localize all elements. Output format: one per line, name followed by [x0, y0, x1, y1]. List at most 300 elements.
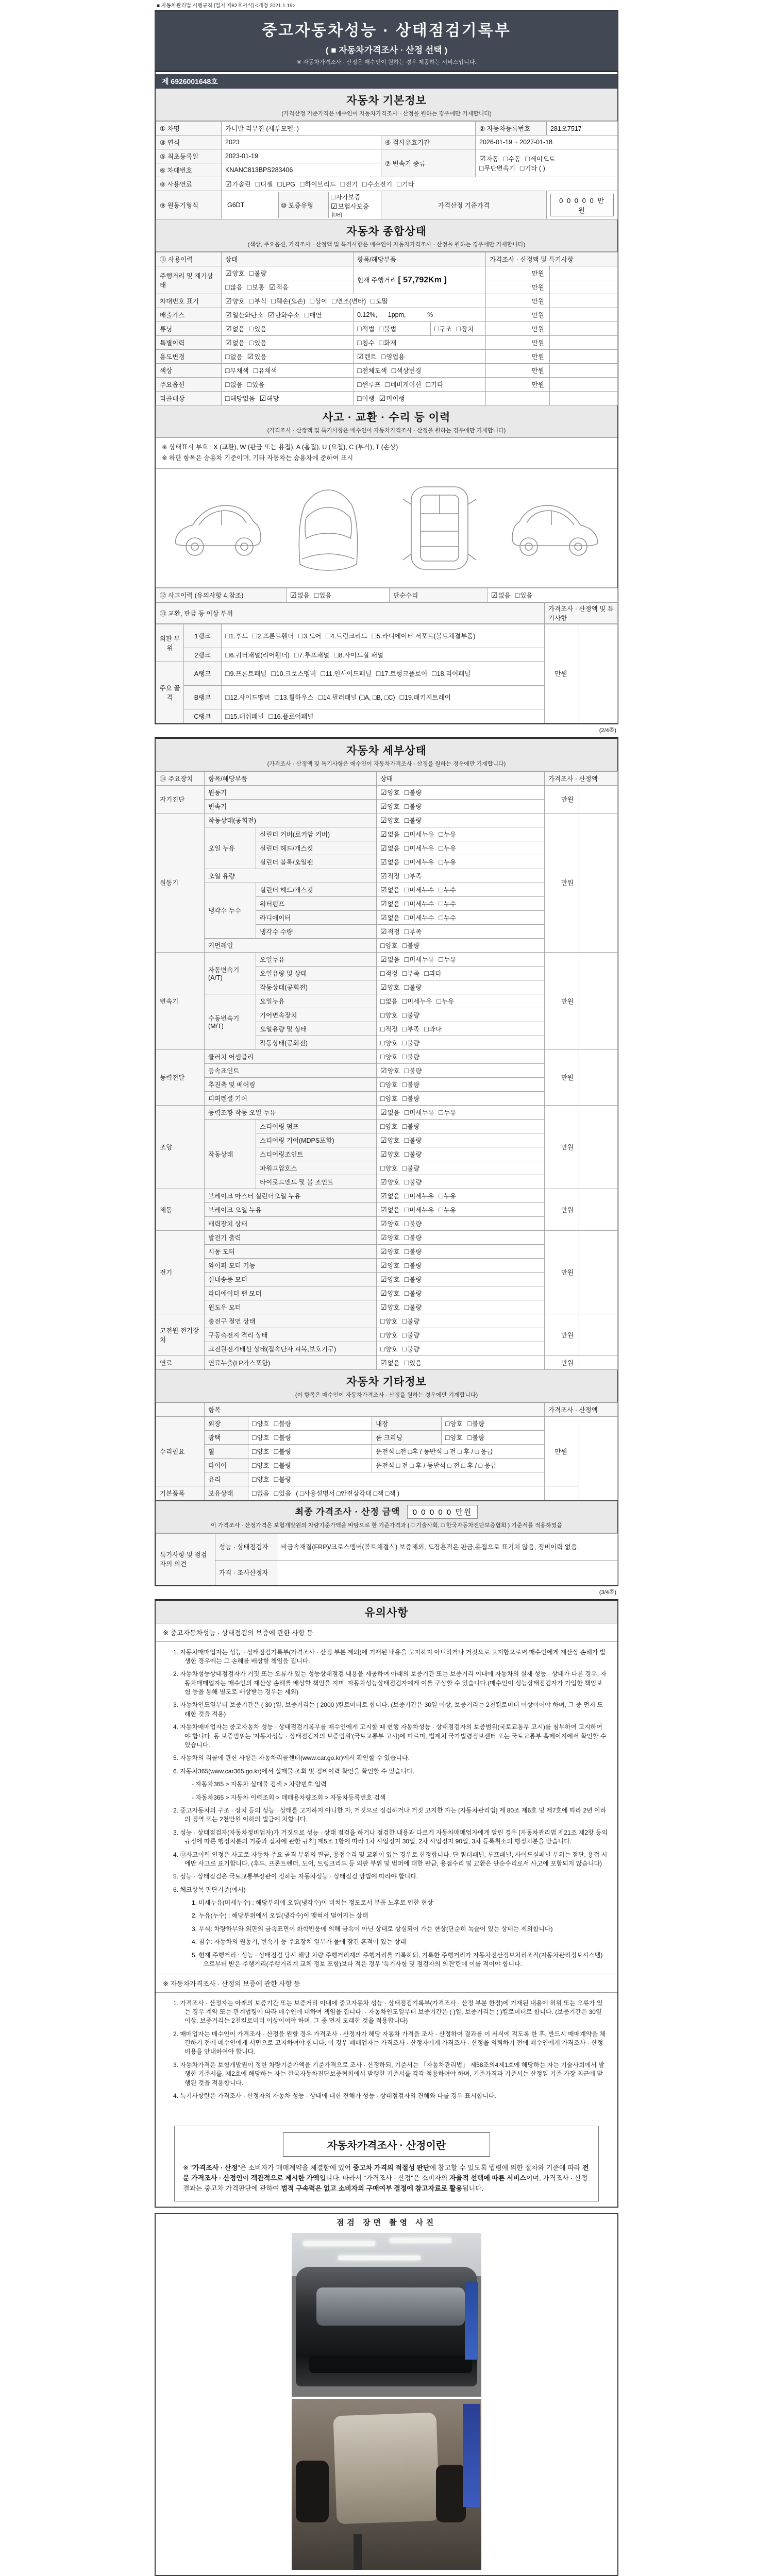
- special-checks2: [354, 336, 486, 350]
- checkbox-label: 불량: [279, 1476, 292, 1483]
- checked-checkbox-icon: ☑: [380, 885, 387, 894]
- checkbox-option[interactable]: [380, 996, 398, 1006]
- checkbox-label: 누유: [443, 831, 457, 838]
- checkbox-option[interactable]: [402, 1038, 420, 1047]
- checkbox-option[interactable]: [331, 201, 369, 211]
- checkbox-option[interactable]: [397, 179, 414, 189]
- checkbox-option[interactable]: [405, 1149, 422, 1159]
- checkbox-option[interactable]: [379, 324, 397, 333]
- price-cell: 만원: [486, 266, 550, 280]
- checkbox-option[interactable]: [405, 1302, 422, 1312]
- price-note-cell: [550, 350, 618, 364]
- checkbox-option[interactable]: [445, 1433, 463, 1442]
- warranty-cell: [329, 192, 378, 218]
- checkbox-option[interactable]: [467, 1419, 485, 1428]
- checkbox-option[interactable]: [225, 296, 245, 306]
- checkbox-label: 불량: [409, 1150, 422, 1158]
- checkbox-option[interactable]: [405, 1205, 434, 1214]
- accident-history-label: ⑫ 사고이력 (유의사항 4.참조): [156, 588, 287, 602]
- checkbox-option[interactable]: [225, 268, 245, 278]
- unchecked-checkbox-icon: □: [379, 325, 384, 333]
- checkbox-option[interactable]: [247, 380, 265, 389]
- checkbox-option[interactable]: [402, 1122, 420, 1131]
- checkbox-option[interactable]: [479, 154, 499, 163]
- unchecked-checkbox-icon: □: [380, 941, 385, 950]
- checkbox-option[interactable]: [457, 324, 474, 333]
- checkbox-option[interactable]: [380, 1289, 400, 1298]
- checkbox-option[interactable]: [439, 1205, 457, 1214]
- unchecked-checkbox-icon: □: [362, 180, 367, 188]
- checkbox-option[interactable]: [380, 1177, 400, 1187]
- checkbox-option[interactable]: [305, 310, 322, 319]
- checkbox-option[interactable]: [274, 1447, 292, 1456]
- checkbox-option[interactable]: [380, 885, 400, 894]
- price-cell: 만원: [486, 308, 550, 322]
- checkbox-option[interactable]: [225, 669, 266, 678]
- checkbox-option[interactable]: [249, 324, 267, 333]
- checkbox-option[interactable]: [380, 941, 398, 950]
- checkbox-option[interactable]: [405, 1177, 422, 1187]
- checkbox-label: 불량: [409, 984, 422, 991]
- checkbox-option[interactable]: [405, 1219, 422, 1228]
- checkbox-option[interactable]: [405, 899, 434, 908]
- checkbox-option[interactable]: [380, 1233, 400, 1242]
- checkbox-option[interactable]: [424, 1024, 442, 1033]
- checkbox-option[interactable]: [357, 338, 375, 347]
- checkbox-option[interactable]: [275, 692, 313, 702]
- checkbox-option[interactable]: [380, 1066, 400, 1075]
- checkbox-option[interactable]: [385, 380, 422, 389]
- checkbox-option[interactable]: [225, 366, 249, 375]
- checkbox-option[interactable]: [380, 802, 400, 811]
- checkbox-label: 불량: [407, 1011, 420, 1019]
- checkbox-option[interactable]: [252, 1447, 270, 1456]
- checkbox-option[interactable]: [260, 394, 279, 403]
- checkbox-option[interactable]: [380, 1275, 400, 1284]
- checkbox-option[interactable]: [357, 324, 375, 333]
- checkbox-label: 렌트: [364, 353, 377, 361]
- checkbox-option[interactable]: [357, 380, 381, 389]
- checkbox-option[interactable]: [371, 296, 388, 306]
- checkbox-option[interactable]: [274, 1475, 292, 1484]
- photo-lightbar: [303, 2241, 375, 2246]
- table-row: [156, 266, 618, 280]
- etc-col-price: 가격조사 · 산정액: [545, 1402, 618, 1416]
- checkbox-option[interactable]: [380, 1330, 398, 1340]
- item-state: [377, 799, 545, 813]
- checkbox-option[interactable]: [402, 969, 420, 978]
- engine-warranty-subtable: [225, 192, 377, 218]
- checkbox-label: 없음: [232, 326, 245, 333]
- checkbox-option[interactable]: [402, 1344, 420, 1353]
- checkbox-option[interactable]: [380, 1024, 398, 1033]
- final-price-note: 이 가격조사 · 산정가격은 보험개발원의 차량기준가액을 바탕으로 한 기준가격과 ( □ 기술사회, □ 한국자동차진단보증협회 ) 기준서를 적용하였음: [211, 1522, 562, 1529]
- checkbox-option[interactable]: [269, 282, 289, 292]
- checkbox-option[interactable]: [380, 1149, 400, 1159]
- checkbox-option[interactable]: [491, 590, 511, 600]
- checkbox-option[interactable]: [249, 338, 267, 347]
- checkbox-option[interactable]: [300, 179, 336, 189]
- unchecked-checkbox-icon: □: [402, 1316, 407, 1325]
- checkbox-option[interactable]: [439, 1108, 457, 1117]
- checkbox-option[interactable]: [402, 941, 420, 950]
- checkbox-label: 자가보증: [335, 194, 361, 201]
- checkbox-label: 없음: [230, 353, 243, 361]
- checkbox-option[interactable]: [225, 324, 245, 333]
- checkbox-option[interactable]: [252, 1433, 270, 1442]
- checkbox-option[interactable]: [271, 669, 316, 678]
- checkbox-option[interactable]: [380, 1163, 398, 1173]
- checkbox-option[interactable]: [445, 1419, 463, 1428]
- checkbox-option[interactable]: [380, 1191, 400, 1200]
- unchecked-checkbox-icon: □: [326, 632, 330, 640]
- checkbox-option[interactable]: [439, 843, 457, 853]
- checkbox-option[interactable]: [424, 969, 442, 978]
- checkbox-option[interactable]: [318, 692, 395, 702]
- car-name-value: 카니발 리무진 (세부모델: ): [222, 122, 476, 135]
- checkbox-option[interactable]: [357, 352, 377, 361]
- checkbox-option[interactable]: [439, 1191, 457, 1200]
- checkbox-option[interactable]: [274, 1488, 292, 1498]
- unchecked-checkbox-icon: □: [467, 1433, 472, 1442]
- checkbox-option[interactable]: [294, 650, 329, 659]
- item-label: 브레이크 마스터 실린더오일 누유: [205, 1189, 377, 1202]
- item-label: 클러치 어셈블리: [205, 1049, 377, 1063]
- checkbox-option[interactable]: [402, 1330, 420, 1340]
- table-row: [156, 1105, 618, 1119]
- checkbox-option[interactable]: [515, 590, 533, 600]
- item-state: [377, 1230, 545, 1244]
- checkbox-option[interactable]: [225, 310, 263, 319]
- option-label: 주요옵션: [156, 378, 222, 392]
- group-price-note: [579, 1314, 618, 1355]
- checked-checkbox-icon: ☑: [380, 1108, 387, 1116]
- unchecked-checkbox-icon: □: [274, 1461, 279, 1469]
- checkbox-option[interactable]: [379, 394, 405, 403]
- checkbox-option[interactable]: [357, 394, 375, 403]
- checkbox-option[interactable]: [225, 380, 243, 389]
- checkbox-option[interactable]: [380, 1358, 400, 1367]
- checkbox-option[interactable]: [405, 1261, 422, 1270]
- checkbox-option[interactable]: [331, 192, 361, 201]
- checkbox-option[interactable]: [467, 1433, 485, 1442]
- checkbox-option[interactable]: [252, 1475, 270, 1484]
- checkbox-label: 양호: [387, 1276, 400, 1283]
- checkbox-option[interactable]: [380, 1316, 398, 1326]
- checkbox-label: 기타: [431, 381, 444, 388]
- checkbox-option[interactable]: [380, 816, 400, 825]
- checkbox-option[interactable]: [332, 296, 366, 306]
- unchecked-checkbox-icon: □: [310, 297, 314, 305]
- checkbox-label: 불량: [409, 1248, 422, 1256]
- unchecked-checkbox-icon: □: [340, 180, 345, 188]
- photo-lift-post: [354, 2534, 362, 2570]
- checkbox-option[interactable]: [405, 1289, 422, 1298]
- etc-col-blank: [156, 1402, 205, 1416]
- checkbox-option[interactable]: [380, 829, 400, 839]
- rankC-label: C랭크: [184, 709, 222, 723]
- checkbox-option[interactable]: [405, 1358, 422, 1367]
- checkbox-option[interactable]: [426, 380, 444, 389]
- checkbox-option[interactable]: [402, 1316, 420, 1326]
- checkbox-option[interactable]: [405, 885, 434, 894]
- checkbox-option[interactable]: [380, 1052, 398, 1061]
- item-label: 실린더 커버(로커암 커버): [256, 827, 377, 841]
- checkbox-option[interactable]: [254, 366, 277, 375]
- checkbox-option[interactable]: [290, 590, 310, 600]
- checkbox-option[interactable]: [310, 296, 327, 306]
- checkbox-option[interactable]: [274, 1433, 292, 1442]
- checkbox-option[interactable]: [225, 282, 243, 292]
- unchecked-checkbox-icon: □: [380, 1122, 385, 1130]
- checkbox-option[interactable]: [225, 394, 255, 403]
- recall-checks2: [354, 392, 486, 405]
- checkbox-option[interactable]: [381, 352, 405, 361]
- checkbox-option[interactable]: [405, 843, 434, 853]
- checked-checkbox-icon: ☑: [225, 311, 232, 319]
- checked-checkbox-icon: ☑: [380, 1205, 387, 1214]
- notice-item: 4. 침수: 자동차의 원동기, 변속기 등 주요장치 일부가 물에 잠긴 흔적이 있는 상태: [192, 1938, 407, 1946]
- checkbox-label: 1.후드: [230, 633, 248, 640]
- checkbox-option[interactable]: [380, 913, 400, 922]
- checkbox-option[interactable]: [247, 352, 267, 361]
- checkbox-option[interactable]: [434, 324, 452, 333]
- checkbox-option[interactable]: [405, 802, 422, 811]
- checkbox-option[interactable]: [380, 1344, 398, 1353]
- checkbox-option[interactable]: [405, 982, 422, 992]
- checkbox-option[interactable]: [380, 871, 400, 880]
- checkbox-option[interactable]: [439, 829, 457, 839]
- checkbox-option[interactable]: [256, 179, 273, 189]
- basic-info-title: 자동차 기본정보: [346, 95, 427, 107]
- checkbox-option[interactable]: [380, 982, 400, 992]
- checkbox-option[interactable]: [379, 338, 397, 347]
- checkbox-option[interactable]: [372, 631, 476, 640]
- color-checks1: [222, 364, 354, 378]
- checkbox-label: 이행: [362, 395, 375, 402]
- checkbox-option[interactable]: [249, 268, 267, 278]
- checkbox-option[interactable]: [402, 1080, 420, 1089]
- checkbox-option[interactable]: [405, 1136, 422, 1145]
- checkbox-option[interactable]: [247, 282, 265, 292]
- checkbox-option[interactable]: [503, 154, 521, 163]
- checkbox-option[interactable]: [439, 913, 457, 922]
- checkbox-option[interactable]: [380, 899, 400, 908]
- checkbox-option[interactable]: [380, 1261, 400, 1270]
- tuning-checks3: [431, 322, 486, 336]
- checkbox-option[interactable]: [225, 692, 270, 702]
- checkbox-option[interactable]: [268, 711, 313, 721]
- checkbox-option[interactable]: [271, 296, 305, 306]
- checkbox-option[interactable]: [380, 969, 398, 978]
- checkbox-option[interactable]: [439, 955, 457, 964]
- checkbox-option[interactable]: [479, 163, 515, 173]
- checkbox-option[interactable]: [380, 1302, 400, 1312]
- checkbox-option[interactable]: [252, 1461, 270, 1470]
- notice-item: 4. ⑫사고이력 인정은 사고로 자동차 주요 골격 부위의 판금, 용접수리 및 교환이 있는 경우로 한정합니다. 단 쿼터패널, 루프패널, 사이드실패널 부위는 절단, 용접 시에만 사고로 표기합니다. (후드, 프론트펜더, 도어, 트렁크리드 등 외판 부위 및 범퍼에 대한 판금, 용접수리 및 교환은 단순수리로서 사고에 포함되지 않습니다): [173, 1851, 608, 1867]
- checkbox-option[interactable]: [225, 631, 248, 640]
- item-label: 등속죠인트: [205, 1063, 377, 1077]
- unchecked-checkbox-icon: □: [424, 1024, 429, 1033]
- checked-checkbox-icon: ☑: [380, 1191, 387, 1200]
- checkbox-option[interactable]: [357, 366, 387, 375]
- checkbox-option[interactable]: [402, 1163, 420, 1173]
- checkbox-option[interactable]: [392, 366, 422, 375]
- checkbox-option[interactable]: [341, 179, 358, 189]
- checkbox-option[interactable]: [380, 857, 400, 867]
- checkbox-option[interactable]: [405, 1275, 422, 1284]
- checkbox-option[interactable]: [405, 927, 422, 936]
- checkbox-label: 있음: [254, 326, 267, 333]
- checkbox-option[interactable]: [439, 885, 457, 894]
- checkbox-option[interactable]: [405, 816, 422, 825]
- unchecked-checkbox-icon: □: [397, 180, 401, 188]
- checkbox-option[interactable]: [274, 1419, 292, 1428]
- checkbox-option[interactable]: [405, 788, 422, 797]
- checkbox-option[interactable]: [249, 296, 267, 306]
- checkbox-option[interactable]: [380, 1122, 398, 1131]
- page-marker-3: (3/4쪽): [599, 1589, 616, 1596]
- checkbox-option[interactable]: [380, 1136, 400, 1145]
- checkbox-option[interactable]: [274, 1461, 292, 1470]
- checkbox-option[interactable]: [252, 1419, 270, 1428]
- checkbox-option[interactable]: [405, 1233, 422, 1242]
- checkbox-option[interactable]: [402, 1010, 420, 1020]
- checkbox-option[interactable]: [402, 1024, 420, 1033]
- unchecked-checkbox-icon: □: [277, 180, 282, 188]
- notice-title: 유의사항: [364, 1606, 409, 1619]
- checkbox-label: 양호: [450, 1434, 463, 1442]
- checkbox-option[interactable]: [380, 1094, 398, 1103]
- checkbox-option[interactable]: [405, 1191, 434, 1200]
- checkbox-option[interactable]: [439, 899, 457, 908]
- checkbox-option[interactable]: [380, 843, 400, 853]
- checkbox-option[interactable]: [321, 669, 372, 678]
- checkbox-option[interactable]: [436, 996, 454, 1006]
- checked-checkbox-icon: ☑: [380, 1136, 387, 1144]
- checkbox-option[interactable]: [380, 1205, 400, 1214]
- checkbox-option[interactable]: [380, 955, 400, 964]
- item-label: 오일누유: [256, 952, 377, 966]
- checkbox-option[interactable]: [380, 1038, 398, 1047]
- overall-table: [156, 252, 618, 405]
- checkbox-option[interactable]: [405, 829, 434, 839]
- simple-repair-label: 단순수리: [390, 588, 488, 602]
- unchecked-checkbox-icon: □: [318, 693, 323, 701]
- checkbox-option[interactable]: [380, 1247, 400, 1256]
- checkbox-option[interactable]: [252, 1488, 270, 1498]
- checked-checkbox-icon: ☑: [380, 871, 387, 880]
- checkbox-option[interactable]: [405, 955, 434, 964]
- checkbox-option[interactable]: [268, 310, 300, 319]
- table-row: [156, 322, 618, 336]
- checkbox-label: 불량: [407, 1345, 420, 1353]
- item-label: 시동 모터: [205, 1244, 377, 1258]
- checkbox-option[interactable]: [298, 631, 321, 640]
- checkbox-option[interactable]: [405, 1066, 422, 1075]
- checkbox-option[interactable]: [314, 590, 332, 600]
- checkbox-label: 양호: [387, 1248, 400, 1256]
- item-label: 작동상태(공회전): [205, 813, 377, 827]
- group-price: 만원: [545, 1105, 579, 1189]
- table-row: [156, 135, 618, 149]
- exterior-label: 외장: [205, 1416, 248, 1430]
- item-state: [377, 1133, 545, 1147]
- checkbox-option[interactable]: [253, 631, 294, 640]
- checkbox-label: 16.플로어패널: [273, 713, 314, 720]
- hold-price: [545, 1486, 579, 1500]
- checkbox-label: 없음: [297, 591, 310, 599]
- checkbox-option[interactable]: [525, 154, 555, 163]
- checkbox-option[interactable]: [520, 163, 545, 173]
- checkbox-option[interactable]: [405, 857, 434, 867]
- checkbox-option[interactable]: [380, 1080, 398, 1089]
- checkbox-option[interactable]: [405, 1247, 422, 1256]
- checkbox-option[interactable]: [326, 631, 367, 640]
- checkbox-option[interactable]: [400, 692, 451, 702]
- checkbox-option[interactable]: [380, 1108, 400, 1117]
- final-price-value: 0 0 0 0 0 만원: [407, 1505, 478, 1519]
- tuning-label: 튜닝: [156, 322, 222, 336]
- checkbox-label: 양호: [387, 1220, 400, 1228]
- checkbox-option[interactable]: [376, 669, 427, 678]
- checkbox-option[interactable]: [402, 996, 432, 1006]
- checkbox-option[interactable]: [362, 179, 392, 189]
- glass-checks: [248, 1472, 545, 1486]
- group-price: 만원: [545, 1189, 579, 1230]
- checkbox-option[interactable]: [380, 1219, 400, 1228]
- checkbox-option[interactable]: [225, 650, 290, 659]
- unchecked-checkbox-icon: □: [439, 1205, 443, 1214]
- checkbox-option[interactable]: [380, 1010, 398, 1020]
- car-diagram-side-right: [507, 482, 605, 574]
- checkbox-option[interactable]: [277, 180, 295, 188]
- checkbox-option[interactable]: [439, 857, 457, 867]
- checkbox-option[interactable]: [380, 788, 400, 797]
- checkbox-option[interactable]: [334, 650, 383, 659]
- unchecked-checkbox-icon: □: [380, 1094, 385, 1103]
- checkbox-option[interactable]: [432, 669, 470, 678]
- item-state: [377, 1342, 545, 1355]
- unchecked-checkbox-icon: □: [253, 632, 257, 640]
- emission-checks: [222, 308, 354, 322]
- item-state: [377, 924, 545, 938]
- table-row: [156, 350, 618, 364]
- price-note-cell: [550, 294, 618, 308]
- unchecked-checkbox-icon: □: [404, 927, 409, 936]
- checkbox-option[interactable]: [380, 927, 400, 936]
- checkbox-option[interactable]: [225, 179, 251, 189]
- checkbox-option[interactable]: [225, 338, 245, 347]
- checkbox-label: 과다: [429, 1025, 442, 1033]
- checkbox-option[interactable]: [405, 1108, 434, 1117]
- checkbox-label: 미세누유: [409, 831, 434, 838]
- unchecked-checkbox-icon: □: [436, 996, 441, 1005]
- checkbox-option[interactable]: [402, 1052, 420, 1061]
- checkbox-option[interactable]: [225, 711, 264, 721]
- checkbox-option[interactable]: [405, 913, 434, 922]
- checkbox-option[interactable]: [225, 352, 243, 361]
- checkbox-label: 기타 ( ): [525, 164, 545, 172]
- checkbox-label: 적음: [276, 284, 289, 291]
- checkbox-option[interactable]: [402, 1094, 420, 1103]
- checkbox-label: 14.필러패널 (□A, □B, □C): [323, 694, 395, 701]
- outer-panel-label: 외판 부위: [156, 624, 184, 662]
- checkbox-option[interactable]: [405, 871, 422, 880]
- item-label: 스티어링 펌프: [256, 1119, 377, 1133]
- form-reference-note: ■ 자동차관리법 시행규칙 [별지 제82호서식] <개정 2021.1.19>: [157, 3, 296, 9]
- checked-checkbox-icon: ☑: [380, 1233, 387, 1242]
